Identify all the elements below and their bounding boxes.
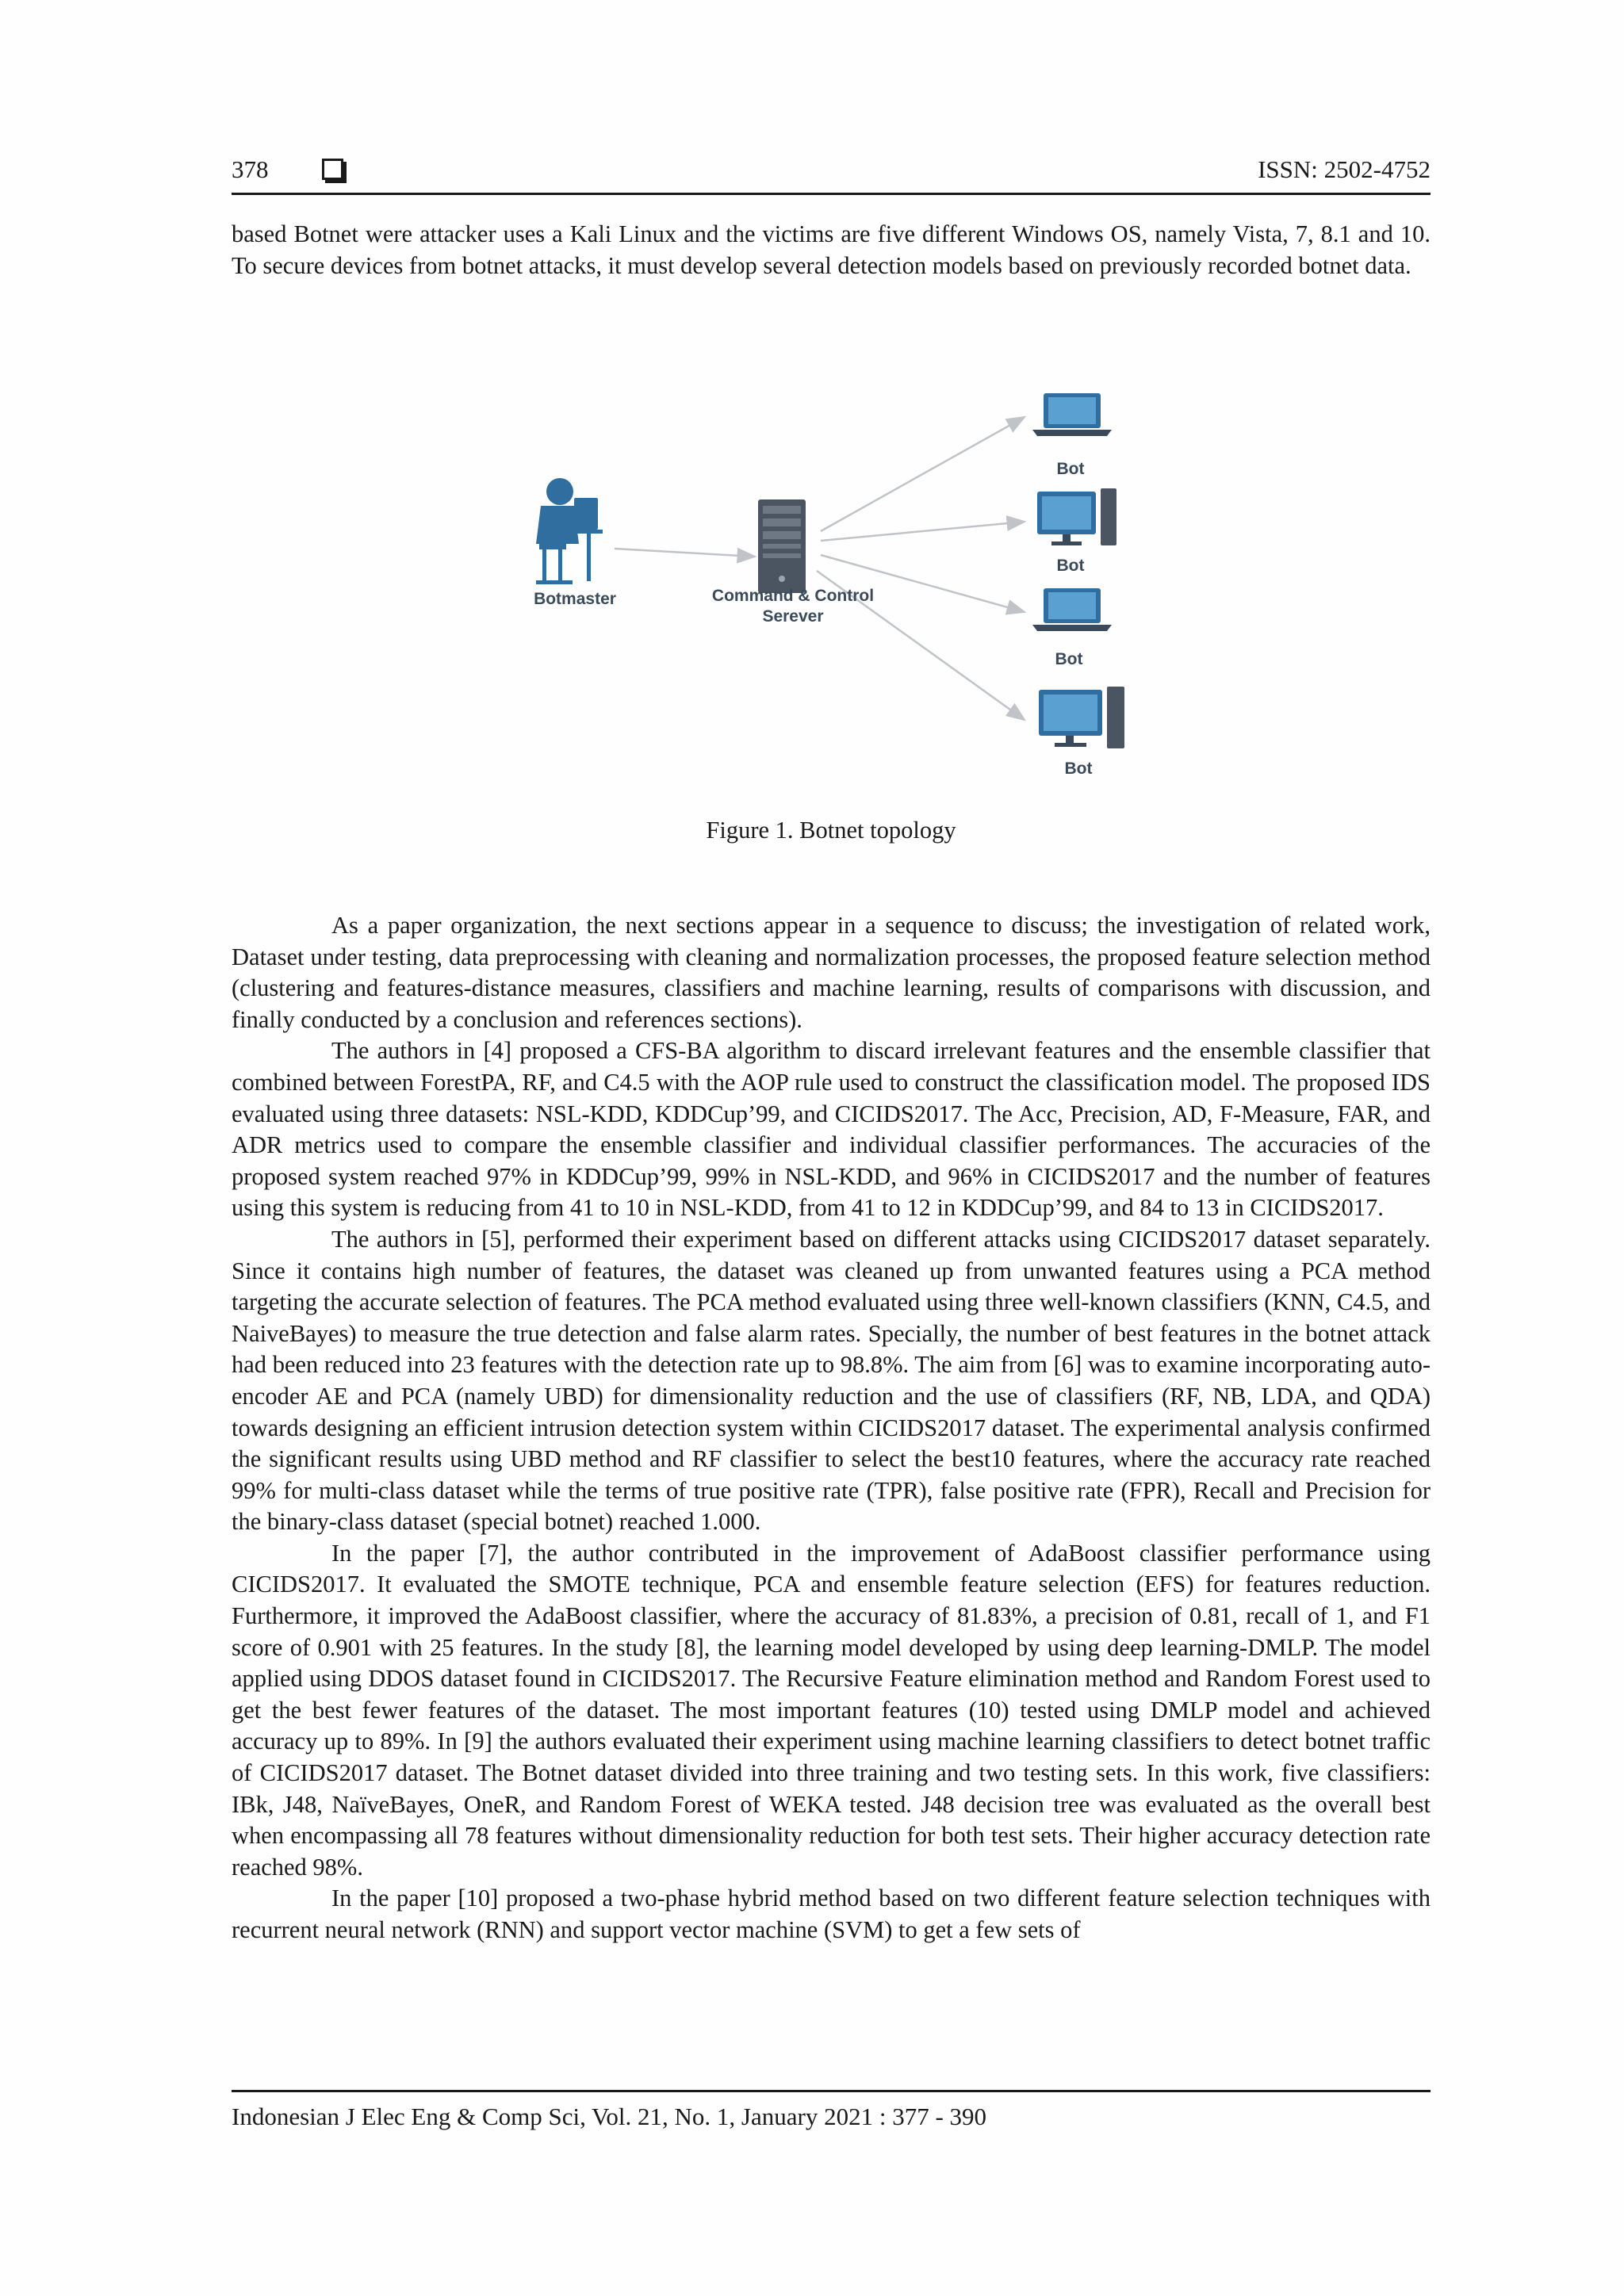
paragraph-ref-10: In the paper [10] proposed a two-phase hybrid method based on two different feature selection techniques with recurrent neural network (RNN) and support vector machine (SVM) to get a few sets of (232, 1885, 1431, 1943)
bot-label-1: Bot (1056, 460, 1085, 478)
bot-label-4: Bot (1064, 760, 1093, 778)
bot-label-3: Bot (1055, 650, 1083, 668)
body-text (232, 910, 1431, 1946)
paragraph-ref-5-6: The authors in [5], performed their experiment based on different attacks using CICIDS2017 dataset separately. Since it contains high number of features, the dataset was cleaned up from unwanted features using a PCA method targeting the accurate selection of features. The PCA method evaluated using three well-known classifiers (KNN, C4.5, and NaiveBayes) to measure the true detection and false alarm rates. Specially, the number of best features in the botnet attack had been reduced into 23 features with the detection rate up to 98.8%. The aim from [6] was to examine incorporating auto-encoder AE and PCA (namely UBD) for dimensionality reduction and the use of classifiers (RF, NB, LDA, and QDA) towards designing an efficient intrusion detection system within CICIDS2017 dataset. The experimental analysis confirmed the significant results using UBD method and RF classifier to select the best10 features, where the accuracy rate reached 99% for multi-class dataset while the terms of true positive rate (TPR), false positive rate (FPR), Recall and Precision for the binary-class dataset (special botnet) reached 1.000. (232, 1225, 1431, 1536)
arrow-server-to-bot-1 (821, 417, 1025, 531)
bot-laptop-icon-1 (1032, 393, 1112, 436)
intro-paragraph: based Botnet were attacker uses a Kali Linux and the victims are five different Windows OS, namely Vista, 7, 8.1 and 10. To secure devices from botnet attacks, it must develop several detection models based on previously recorded botnet data. (232, 220, 1431, 279)
page-number: 378 (232, 155, 269, 183)
botmaster-icon (536, 478, 603, 584)
issn-label: ISSN: 2502-4752 (1258, 155, 1431, 183)
server-icon (758, 499, 806, 593)
intro-text (232, 219, 1431, 281)
checkbox-glyph-icon (322, 159, 343, 180)
arrow-botmaster-to-server (615, 549, 755, 557)
paragraph-ref-7-9: In the paper [7], the author contributed in the improvement of AdaBoost classifier performance using CICIDS2017. It evaluated the SMOTE technique, PCA and ensemble feature selection (EFS) for features reduction. Furthermore, it improved the AdaBoost classifier, where the accuracy of 81.83%, a precision of 0.81, recall of 1, and F1 score of 0.901 with 25 features. In the study [8], the learning model developed by using deep learning-DMLP. The model applied using DDOS dataset found in CICIDS2017. The Recursive Feature elimination method and Random Forest used to get the best fewer features of the dataset. The most important features (10) tested using DMLP model and achieved accuracy up to 89%. In [9] the authors evaluated their experiment using machine learning classifiers to detect botnet traffic of CICIDS2017 dataset. The Botnet dataset divided into three training and two testing sets. In this work, five classifiers: IBk, J48, NaïveBayes, OneR, and Random Forest of WEKA tested. J48 decision tree was evaluated as the overall best when encompassing all 78 features without dimensionality reduction for both test sets. Their higher accuracy detection rate reached 98%. (232, 1539, 1431, 1881)
bot-label-2: Bot (1056, 557, 1085, 575)
bot-laptop-icon-3 (1032, 588, 1112, 631)
server-label-line1: Command & Control (711, 587, 875, 605)
arrow-server-to-bot-2 (821, 522, 1025, 541)
bot-desktop-icon-4 (1039, 687, 1124, 748)
header-rule (232, 193, 1431, 195)
botmaster-label: Botmaster (534, 590, 616, 608)
botnet-topology-figure (508, 373, 1158, 801)
paragraph-ref-4: The authors in [4] proposed a CFS-BA algorithm to discard irrelevant features and the ensemble classifier that combined between ForestPA, RF, and C4.5 with the AOP rule used to construct the classification model. The proposed IDS evaluated using three datasets: NSL-KDD, KDDCup’99, and CICIDS2017. The Acc, Precision, AD, F-Measure, FAR, and ADR metrics used to compare the ensemble classifier and individual classifier performances. The accuracies of the proposed system reached 97% in KDDCup’99, 99% in NSL-KDD, and 96% in CICIDS2017 and the number of features using this system is reducing from 41 to 10 in NSL-KDD, from 41 to 12 in KDDCup’99, and 84 to 13 in CICIDS2017. (232, 1037, 1431, 1222)
footer-rule (232, 2090, 1431, 2092)
page-footer: Indonesian J Elec Eng & Comp Sci, Vol. 21, No. 1, January 2021 : 377 - 390 (232, 2103, 987, 2130)
figure-caption: Figure 1. Botnet topology (706, 817, 956, 844)
page-header (232, 152, 1431, 192)
paragraph-organization: As a paper organization, the next sections appear in a sequence to discuss; the investigation of related work, Dataset under testing, data preprocessing with cleaning and normalization processes, the proposed feature selection method (clustering and features-distance measures, classifiers and machine learning, results of comparisons with discussion, and finally conducted by a conclusion and references sections). (232, 912, 1431, 1033)
server-label-line2: Serever (762, 607, 824, 626)
bot-desktop-icon-2 (1037, 488, 1116, 545)
